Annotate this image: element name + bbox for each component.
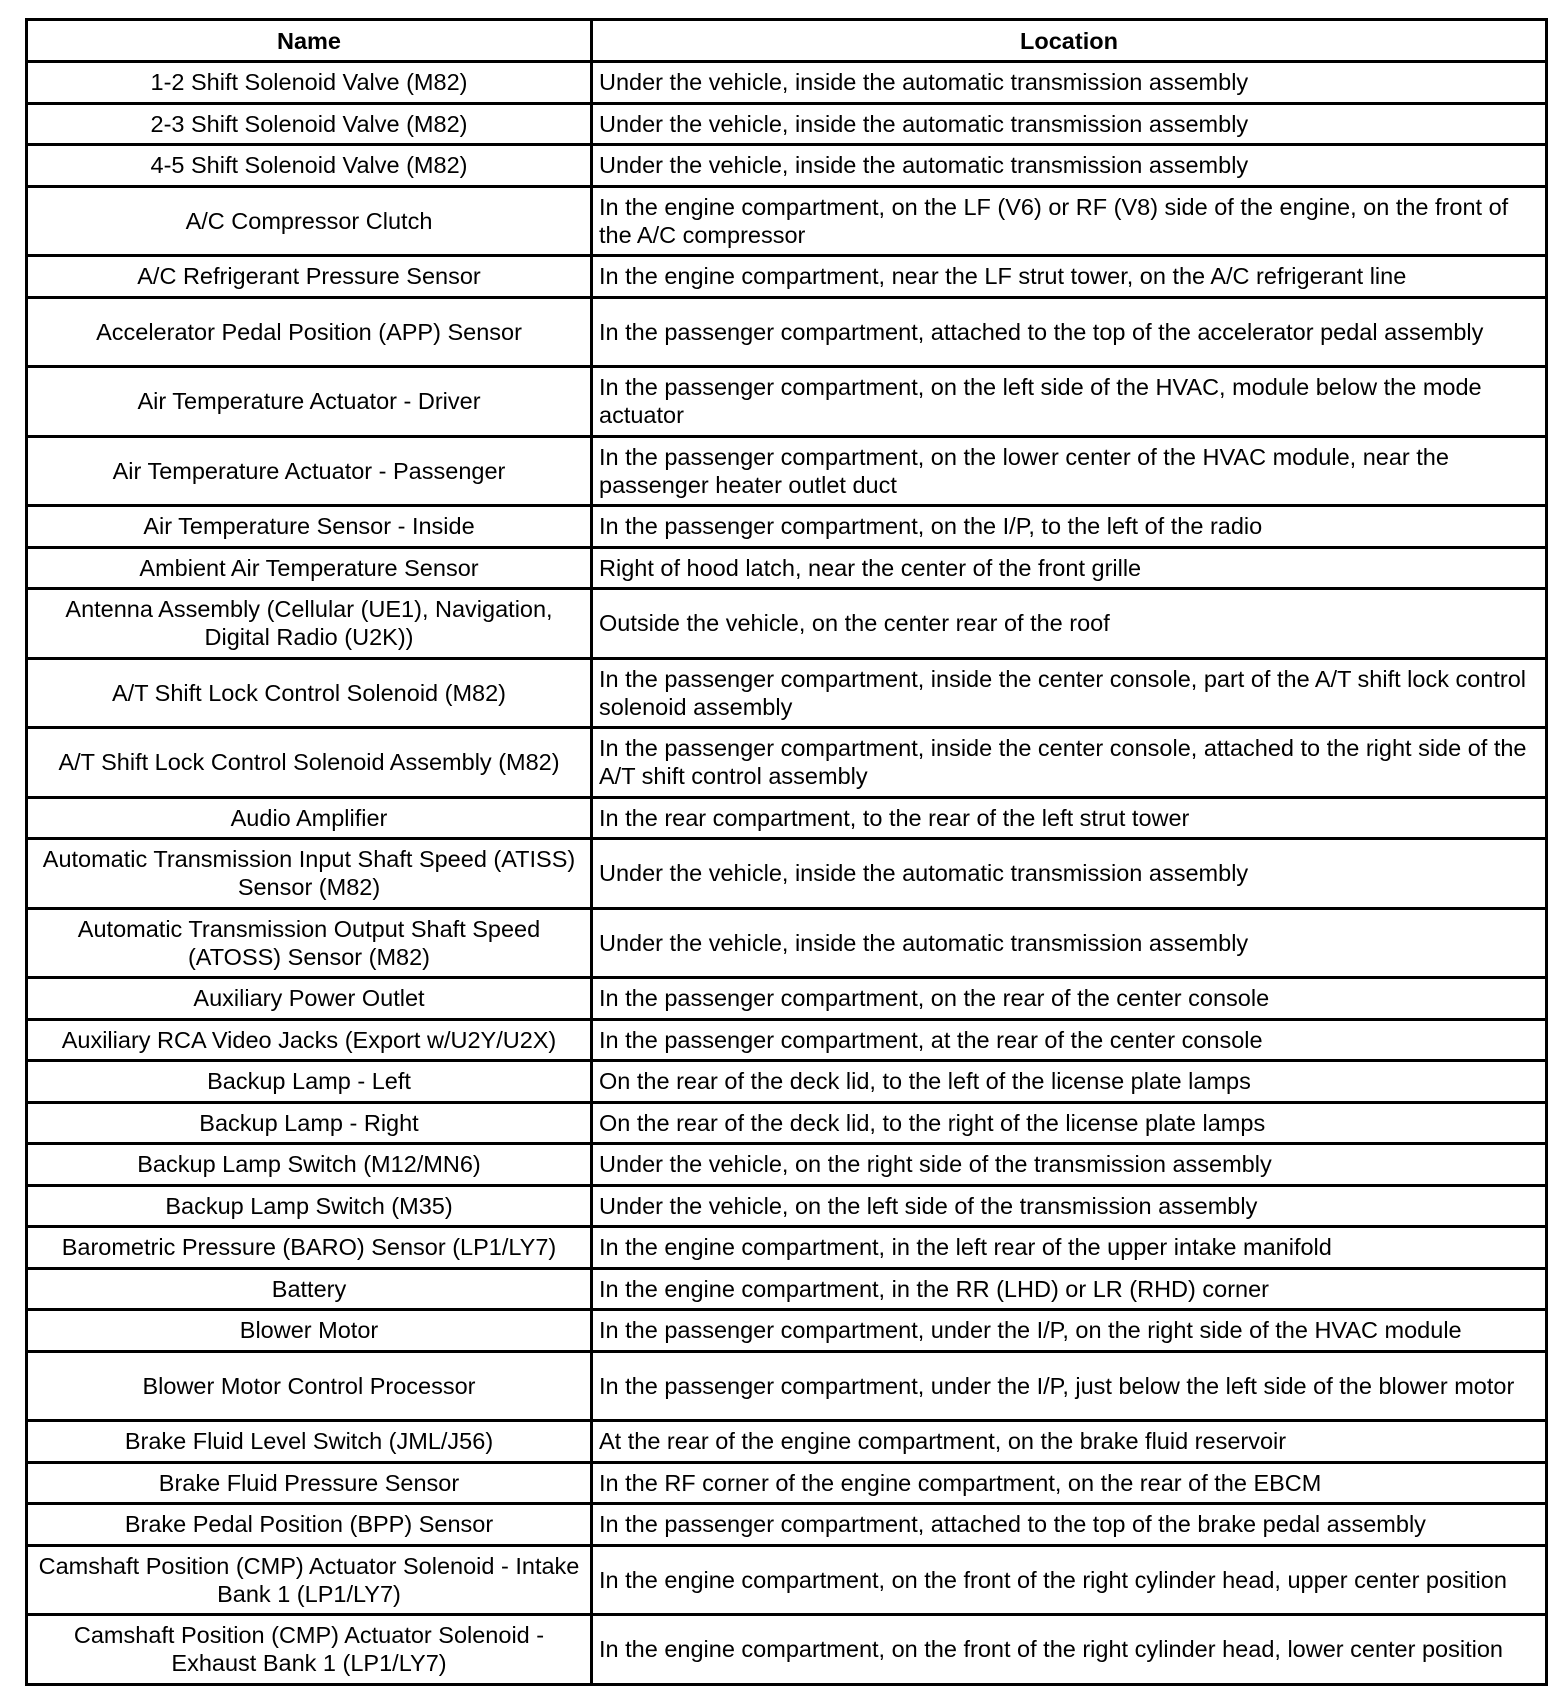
- component-location-cell: In the passenger compartment, on the left side of the HVAC, module below the mode actuator: [592, 367, 1547, 437]
- component-location-cell: In the engine compartment, on the front of the right cylinder head, lower center position: [592, 1615, 1547, 1685]
- table-row: [27, 1504, 1547, 1546]
- component-name-cell: Audio Amplifier: [27, 797, 592, 839]
- component-location-cell: Under the vehicle, inside the automatic transmission assembly: [592, 62, 1547, 104]
- table-row: [27, 978, 1547, 1020]
- component-name-cell: Auxiliary Power Outlet: [27, 978, 592, 1020]
- component-location-cell: In the passenger compartment, inside the center console, part of the A/T shift lock control solenoid assembly: [592, 658, 1547, 728]
- table-row: [27, 1268, 1547, 1310]
- component-location-cell: Under the vehicle, on the left side of the transmission assembly: [592, 1185, 1547, 1227]
- table-row: [27, 297, 1547, 367]
- component-name-cell: 1-2 Shift Solenoid Valve (M82): [27, 62, 592, 104]
- component-location-cell: In the engine compartment, near the LF strut tower, on the A/C refrigerant line: [592, 256, 1547, 298]
- component-name-cell: Air Temperature Actuator - Driver: [27, 367, 592, 437]
- component-location-cell: In the engine compartment, on the front of the right cylinder head, upper center position: [592, 1545, 1547, 1615]
- component-name-cell: Backup Lamp - Right: [27, 1102, 592, 1144]
- component-name-cell: Automatic Transmission Output Shaft Speed (ATOSS) Sensor (M82): [27, 908, 592, 978]
- component-name-cell: Barometric Pressure (BARO) Sensor (LP1/LY7): [27, 1227, 592, 1269]
- table-row: [27, 62, 1547, 104]
- table-row: [27, 547, 1547, 589]
- component-location-cell: Under the vehicle, inside the automatic transmission assembly: [592, 145, 1547, 187]
- component-name-cell: Backup Lamp Switch (M12/MN6): [27, 1144, 592, 1186]
- table-row: [27, 658, 1547, 728]
- component-name-cell: 4-5 Shift Solenoid Valve (M82): [27, 145, 592, 187]
- component-location-cell: In the engine compartment, on the LF (V6) or RF (V8) side of the engine, on the front of the A/C compressor: [592, 186, 1547, 256]
- table-row: [27, 1185, 1547, 1227]
- table-row: [27, 1545, 1547, 1615]
- component-location-cell: At the rear of the engine compartment, on the brake fluid reservoir: [592, 1421, 1547, 1463]
- component-location-cell: In the passenger compartment, on the lower center of the HVAC module, near the passenger heater outlet duct: [592, 436, 1547, 506]
- component-location-cell: Right of hood latch, near the center of the front grille: [592, 547, 1547, 589]
- component-location-cell: In the engine compartment, in the RR (LHD) or LR (RHD) corner: [592, 1268, 1547, 1310]
- component-location-cell: Under the vehicle, inside the automatic transmission assembly: [592, 103, 1547, 145]
- component-location-cell: In the passenger compartment, inside the center console, attached to the right side of the A/T shift control assembly: [592, 728, 1547, 798]
- component-name-cell: Air Temperature Actuator - Passenger: [27, 436, 592, 506]
- header-row: [27, 20, 1547, 62]
- table-row: [27, 728, 1547, 798]
- component-name-cell: Battery: [27, 1268, 592, 1310]
- table-row: [27, 839, 1547, 909]
- component-name-cell: Automatic Transmission Input Shaft Speed (ATISS) Sensor (M82): [27, 839, 592, 909]
- component-name-cell: 2-3 Shift Solenoid Valve (M82): [27, 103, 592, 145]
- component-name-cell: Ambient Air Temperature Sensor: [27, 547, 592, 589]
- component-location-cell: In the passenger compartment, attached to the top of the brake pedal assembly: [592, 1504, 1547, 1546]
- component-name-cell: A/C Refrigerant Pressure Sensor: [27, 256, 592, 298]
- table-row: [27, 1019, 1547, 1061]
- table-row: [27, 186, 1547, 256]
- component-location-cell: Outside the vehicle, on the center rear of the roof: [592, 589, 1547, 659]
- table-row: [27, 1061, 1547, 1103]
- component-location-cell: On the rear of the deck lid, to the left of the license plate lamps: [592, 1061, 1547, 1103]
- component-name-cell: Brake Fluid Level Switch (JML/J56): [27, 1421, 592, 1463]
- table-row: [27, 436, 1547, 506]
- component-name-cell: Backup Lamp Switch (M35): [27, 1185, 592, 1227]
- component-location-cell: In the passenger compartment, at the rear of the center console: [592, 1019, 1547, 1061]
- component-name-cell: A/C Compressor Clutch: [27, 186, 592, 256]
- component-location-cell: In the passenger compartment, under the I/P, just below the left side of the blower motor: [592, 1351, 1547, 1421]
- component-location-cell: In the RF corner of the engine compartment, on the rear of the EBCM: [592, 1462, 1547, 1504]
- name-column-header: Name: [27, 20, 592, 62]
- component-location-cell: In the engine compartment, in the left rear of the upper intake manifold: [592, 1227, 1547, 1269]
- table-row: [27, 1421, 1547, 1463]
- table-row: [27, 145, 1547, 187]
- table-row: [27, 367, 1547, 437]
- component-name-cell: Backup Lamp - Left: [27, 1061, 592, 1103]
- location-column-header: Location: [592, 20, 1547, 62]
- table-row: [27, 1462, 1547, 1504]
- component-location-cell: Under the vehicle, inside the automatic transmission assembly: [592, 839, 1547, 909]
- component-location-table: [25, 18, 1548, 1686]
- component-location-cell: In the passenger compartment, on the rear of the center console: [592, 978, 1547, 1020]
- component-location-cell: In the rear compartment, to the rear of the left strut tower: [592, 797, 1547, 839]
- component-name-cell: Blower Motor Control Processor: [27, 1351, 592, 1421]
- component-location-cell: In the passenger compartment, on the I/P, to the left of the radio: [592, 506, 1547, 548]
- table-row: [27, 908, 1547, 978]
- component-name-cell: Camshaft Position (CMP) Actuator Solenoid - Intake Bank 1 (LP1/LY7): [27, 1545, 592, 1615]
- table-row: [27, 1615, 1547, 1685]
- component-name-cell: Camshaft Position (CMP) Actuator Solenoid - Exhaust Bank 1 (LP1/LY7): [27, 1615, 592, 1685]
- component-location-cell: Under the vehicle, inside the automatic transmission assembly: [592, 908, 1547, 978]
- table-row: [27, 589, 1547, 659]
- component-location-cell: On the rear of the deck lid, to the right of the license plate lamps: [592, 1102, 1547, 1144]
- table-row: [27, 256, 1547, 298]
- table-row: [27, 506, 1547, 548]
- table-row: [27, 1102, 1547, 1144]
- component-name-cell: Brake Fluid Pressure Sensor: [27, 1462, 592, 1504]
- component-location-cell: Under the vehicle, on the right side of the transmission assembly: [592, 1144, 1547, 1186]
- component-name-cell: Air Temperature Sensor - Inside: [27, 506, 592, 548]
- component-name-cell: Brake Pedal Position (BPP) Sensor: [27, 1504, 592, 1546]
- table-row: [27, 797, 1547, 839]
- component-name-cell: A/T Shift Lock Control Solenoid (M82): [27, 658, 592, 728]
- table-row: [27, 1144, 1547, 1186]
- component-location-cell: In the passenger compartment, under the I/P, on the right side of the HVAC module: [592, 1310, 1547, 1352]
- table-row: [27, 1310, 1547, 1352]
- component-name-cell: Blower Motor: [27, 1310, 592, 1352]
- component-name-cell: Antenna Assembly (Cellular (UE1), Navigation, Digital Radio (U2K)): [27, 589, 592, 659]
- table-row: [27, 1351, 1547, 1421]
- component-name-cell: A/T Shift Lock Control Solenoid Assembly (M82): [27, 728, 592, 798]
- component-name-cell: Accelerator Pedal Position (APP) Sensor: [27, 297, 592, 367]
- component-location-cell: In the passenger compartment, attached to the top of the accelerator pedal assembly: [592, 297, 1547, 367]
- table-row: [27, 1227, 1547, 1269]
- component-name-cell: Auxiliary RCA Video Jacks (Export w/U2Y/U2X): [27, 1019, 592, 1061]
- table-row: [27, 103, 1547, 145]
